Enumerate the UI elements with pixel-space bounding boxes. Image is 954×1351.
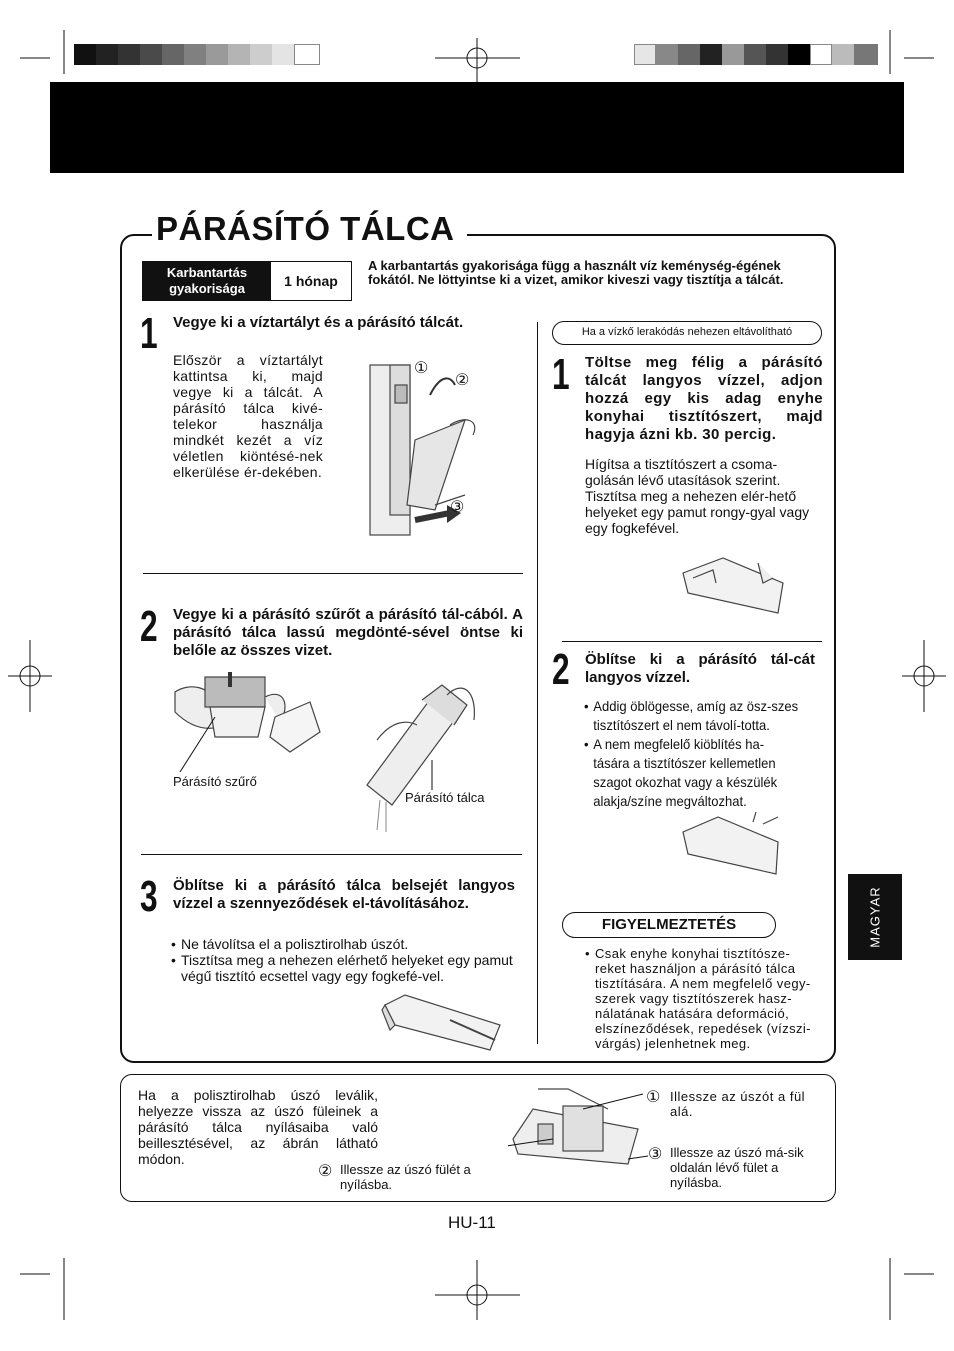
right-step1-body: Hígítsa a tisztítószert a csoma-golásán lévő utasítások szerint. Tisztítsa meg a nehezen elér-hető helyeket egy pamut rongy-gyal vagy egy fogkefével. xyxy=(585,456,810,536)
marker-3: ③ xyxy=(450,499,465,516)
maintenance-value: 1 hónap xyxy=(284,273,338,289)
left-step1-title: Vegye ki a víztartályt és a párásító tálcát. xyxy=(173,314,464,331)
bullet: • Ne távolítsa el a polisztirolhab úszót. xyxy=(171,936,516,952)
left-step3-title: Öblítse ki a párásító tálca belsejét langyos vízzel a szennyeződések el-távolításához. xyxy=(173,877,515,912)
frequency-note: A karbantartás gyakorisága függ a használt víz keménység-égének fokától. Ne löttyintse ki a vizet, amikor kiveszi vagy tisztítja a tálcát. xyxy=(368,258,784,287)
float-callout-1: Illessze az úszót a fül alá. xyxy=(670,1089,806,1119)
warning-bullet: • Csak enyhe konyhai tisztítósze-reket használjon a párásító tálca tisztítására. A nem megfelelő vegy-szerek vagy tisztítószerek hasz-nálatának hatására deformáció, elszíneződések, repedések (vízszi-várgás) jelenhetnek meg. xyxy=(585,946,821,1051)
header-bar xyxy=(50,82,904,173)
right-step1-number: 1 xyxy=(552,350,570,399)
tray-brushing-illustration xyxy=(380,985,515,1055)
bullet: • A nem megfelelő kiöblítés ha-tására a tisztítószer kellemetlen szagot okozhat vagy a készülék alakja/színe megváltozhat. xyxy=(584,735,800,811)
float-note-text: Ha a polisztirolhab úszó leválik, helyezze vissza az úszó füleinek a párásító tálca nyílásaiba való beillesztésével, az ábrán látható módon. xyxy=(138,1087,378,1167)
right-step2-bullets xyxy=(584,697,800,811)
float-callout-3: Illessze az úszó má-sik oldalán lévő fület a nyílásba. xyxy=(670,1145,804,1190)
left-step1-body: Először a víztartályt kattintsa ki, majd vegye ki a tálcát. A párásító tálca kivé-telekor használja mindkét kezét a víz véletlen kiöntésé-nek elkerülése ér-dekében. xyxy=(173,352,323,480)
warning-title: FIGYELMEZTETÉS xyxy=(562,912,776,938)
marker-1: ① xyxy=(414,360,429,377)
tray-pouring-illustration xyxy=(362,680,497,835)
page-number: HU-11 xyxy=(448,1213,496,1232)
marker-2: ② xyxy=(455,372,470,389)
float-marker-3: ③ xyxy=(648,1146,663,1163)
left-step3-bullets xyxy=(171,936,516,984)
tray-soaking-illustration xyxy=(678,548,788,618)
float-marker-1: ① xyxy=(646,1089,661,1106)
scale-badge: Ha a vízkő lerakódás nehezen eltávolítható xyxy=(552,321,822,345)
right-step1-title: Töltse meg félig a párásító tálcát langyos vízzel, adjon hozzá egy kis adag enyhe konyhai tisztítószert, majd hagyja ázni kb. 30 percig. xyxy=(585,354,823,443)
maintenance-label: Karbantartás gyakorisága xyxy=(143,262,271,300)
left-step3-number: 3 xyxy=(140,872,158,921)
left-step2-number: 2 xyxy=(140,602,158,651)
left-step1-number: 1 xyxy=(140,309,158,358)
tray-label: Párásító tálca xyxy=(405,790,485,805)
warning-text xyxy=(585,946,821,1051)
divider xyxy=(141,854,522,855)
bullet: • Addig öblögesse, amíg az ösz-szes tisztítószert el nem távolí-totta. xyxy=(584,697,800,735)
filter-label: Párásító szűrő xyxy=(173,774,257,789)
bullet: • Tisztítsa meg a nehezen elérhető helyeket egy pamut végű tisztító ecsettel vagy egy fogkefé-vel. xyxy=(171,952,516,984)
divider xyxy=(143,573,523,574)
maintenance-frequency xyxy=(142,261,352,301)
float-illustration xyxy=(508,1084,648,1174)
right-step2-number: 2 xyxy=(552,645,570,694)
filter-removal-illustration xyxy=(170,672,330,772)
left-step2-title: Vegye ki a párásító szűrőt a párásító tál-cából. A párásító tálca lassú megdönté-sével öntse ki belőle az összes vizet. xyxy=(173,606,523,659)
language-tab-label: MAGYAR xyxy=(867,886,883,948)
float-marker-2: ② xyxy=(318,1163,333,1180)
page-title: PÁRÁSÍTÓ TÁLCA xyxy=(152,210,467,248)
divider xyxy=(562,641,822,642)
float-callout-2: Illessze az úszó fülét a nyílásba. xyxy=(340,1162,471,1192)
tray-rinsing-illustration xyxy=(678,812,788,882)
language-tab xyxy=(848,874,902,960)
right-step2-title: Öblítse ki a párásító tál-cát langyos vízzel. xyxy=(585,651,815,686)
column-divider xyxy=(537,322,538,1044)
